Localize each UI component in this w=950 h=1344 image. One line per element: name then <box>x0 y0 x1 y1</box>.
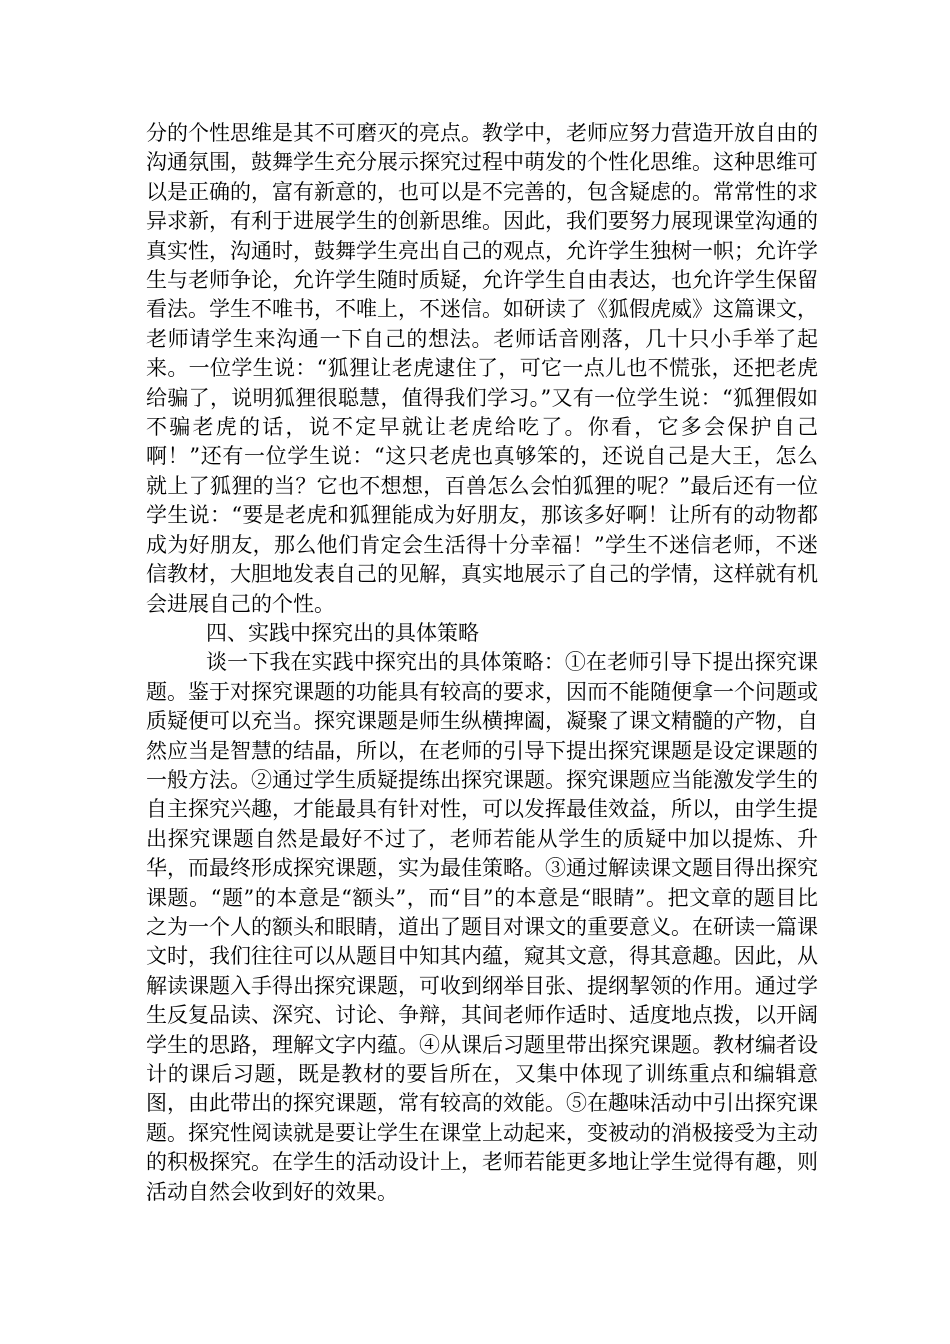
body-paragraph-1: 分的个性思维是其不可磨灭的亮点。教学中，老师应努力营造开放自由的沟通氛围，鼓舞学生充分展示探究过程中萌发的个性化思维。这种思维可以是正确的，富有新意的，也可以是不完善的，包含疑虑的。常常性的求异求新，有利于进展学生的创新思维。因此，我们要努力展现课堂沟通的真实性，沟通时，鼓舞学生亮出自己的观点，允许学生独树一帜；允许学生与老师争论，允许学生随时质疑，允许学生自由表达，也允许学生保留看法。学生不唯书，不唯上，不迷信。如研读了《狐假虎威》这篇课文，老师请学生来沟通一下自己的想法。老师话音刚落，几十只小手举了起来。一位学生说：“狐狸让老虎逮住了，可它一点儿也不慌张，还把老虎给骗了，说明狐狸很聪慧，值得我们学习。”又有一位学生说：“狐狸假如不骗老虎的话，说不定早就让老虎给吃了。你看，它多会保护自己啊！”还有一位学生说：“这只老虎也真够笨的，还说自己是大王，怎么就上了狐狸的当？它也不想想，百兽怎么会怕狐狸的呢？”最后还有一位学生说：“要是老虎和狐狸能成为好朋友，那该多好啊！让所有的动物都成为好朋友，那么他们肯定会生活得十分幸福！”学生不迷信老师，不迷信教材，大胆地发表自己的见解，真实地展示了自己的学情，这样就有机会进展自己的个性。 <box>146 121 818 616</box>
document-page <box>146 119 818 1207</box>
body-paragraph-2: 谈一下我在实践中探究出的具体策略：①在老师引导下提出探究课题。鉴于对探究课题的功能具有较高的要求，因而不能随便拿一个问题或质疑便可以充当。探究课题是师生纵横捭阖，凝聚了课文精髓的产物，自然应当是智慧的结晶，所以，在老师的引导下提出探究课题是设定课题的一般方法。②通过学生质疑提练出探究课题。探究课题应当能激发学生的自主探究兴趣，才能最具有针对性，可以发挥最佳效益，所以，由学生提出探究课题自然是最好不过了，老师若能从学生的质疑中加以提炼、升华，而最终形成探究课题，实为最佳策略。③通过解读课文题目得出探究课题。“题”的本意是“额头”，而“目”的本意是“眼睛”。把文章的题目比之为一个人的额头和眼睛，道出了题目对课文的重要意义。在研读一篇课文时，我们往往可以从题目中知其内蕴，窥其文意，得其意趣。因此，从解读课题入手得出探究课题，可收到纲举目张、提纲挈领的作用。通过学生反复品读、深究、讨论、争辩，其间老师作适时、适度地点拨，以开阔学生的思路，理解文字内蕴。④从课后习题里带出探究课题。教材编者设计的课后习题，既是教材的要旨所在，又集中体现了训练重点和编辑意图，由此带出的探究课题，常有较高的效能。⑤在趣味活动中引出探究课题。探究性阅读就是要让学生在课堂上动起来，变被动的消极接受为主动的积极探究。在学生的活动设计上，老师若能更多地让学生觉得有趣，则活动自然会收到好的效果。 <box>146 650 818 1204</box>
section-heading: 四、实践中探究出的具体策略 <box>206 620 479 645</box>
